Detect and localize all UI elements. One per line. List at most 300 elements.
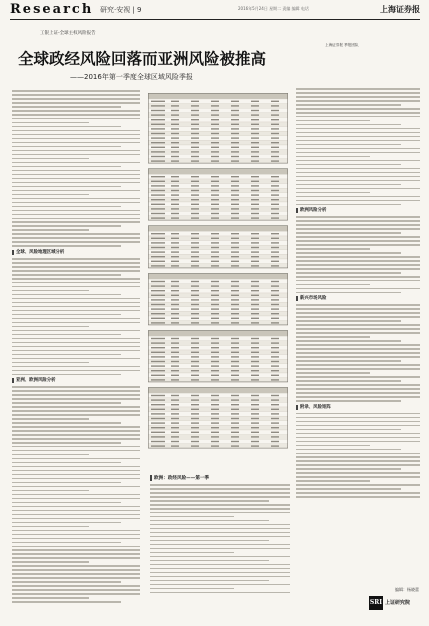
text-line	[12, 494, 140, 496]
table-cell	[271, 151, 279, 152]
table-cell	[151, 185, 165, 186]
table-cell	[211, 370, 219, 371]
table-cell	[191, 238, 199, 239]
table-cell	[171, 304, 179, 305]
table-cell	[191, 342, 199, 343]
text-line	[12, 342, 140, 344]
table-header	[148, 330, 288, 336]
table-cell	[151, 119, 165, 120]
table-cell	[151, 290, 165, 291]
text-line	[150, 496, 290, 498]
table-cell	[171, 379, 179, 380]
table-cell	[211, 160, 219, 161]
text-line	[150, 524, 290, 526]
table-cell	[151, 128, 165, 129]
table-cell	[151, 418, 165, 419]
table-cell	[191, 114, 199, 115]
table-header	[148, 387, 288, 393]
text-line	[296, 152, 420, 154]
text-line	[12, 534, 140, 536]
text-line	[296, 260, 420, 262]
text-line	[296, 328, 420, 330]
text-line	[12, 241, 140, 243]
table-cell	[171, 299, 179, 300]
table-cell	[191, 128, 199, 129]
text-line	[12, 154, 140, 156]
text-line	[150, 572, 290, 574]
article-kicker: 工银上证-全球主权风险报告	[40, 31, 96, 36]
table-cell	[211, 365, 219, 366]
masthead-meta: 2016年5月24日 星期二 责编 编辑 电话	[238, 6, 309, 11]
table-cell	[191, 242, 199, 243]
table-cell	[191, 110, 199, 111]
table-cell	[211, 194, 219, 195]
table-cell	[171, 151, 179, 152]
text-line	[296, 384, 420, 386]
table-cell	[191, 436, 199, 437]
table-cell	[211, 290, 219, 291]
text-line	[296, 456, 420, 458]
text-line	[296, 192, 370, 194]
table-cell	[171, 256, 179, 257]
table-cell	[211, 242, 219, 243]
text-line	[12, 470, 140, 472]
text-line	[296, 188, 420, 190]
table-cell	[191, 213, 199, 214]
table-cell	[251, 238, 259, 239]
text-line	[12, 593, 140, 595]
table-cell	[151, 322, 165, 323]
table-cell	[171, 105, 179, 106]
table-cell	[171, 238, 179, 239]
text-line	[150, 544, 290, 546]
table-cell	[211, 318, 219, 319]
table-cell	[171, 352, 179, 353]
table-cell	[231, 370, 239, 371]
table-cell	[191, 413, 199, 414]
table-cell	[271, 361, 279, 362]
table-cell	[231, 361, 239, 362]
table-cell	[151, 375, 165, 376]
table-cell	[211, 342, 219, 343]
table-cell	[251, 101, 259, 102]
table-cell	[171, 133, 179, 134]
table-cell	[151, 395, 165, 396]
table-cell	[191, 119, 199, 120]
text-line	[12, 402, 121, 404]
table-cell	[231, 441, 239, 442]
text-line	[296, 104, 401, 106]
table-cell	[271, 427, 279, 428]
table-cell	[151, 181, 165, 182]
table-cell	[211, 295, 219, 296]
table-header	[148, 273, 288, 279]
text-line	[296, 236, 420, 238]
table-cell	[211, 133, 219, 134]
text-line	[12, 370, 140, 372]
table-cell	[171, 101, 179, 102]
table-cell	[211, 281, 219, 282]
table-cell	[191, 137, 199, 138]
table-cell	[271, 156, 279, 157]
table-cell	[151, 261, 165, 262]
text-line	[12, 202, 140, 204]
table-cell	[211, 142, 219, 143]
table-cell	[251, 181, 259, 182]
text-line	[296, 421, 420, 423]
text-line	[12, 122, 89, 124]
text-line	[296, 220, 420, 222]
table-cell	[191, 395, 199, 396]
text-line	[12, 394, 140, 396]
text-line	[296, 184, 401, 186]
text-line	[296, 372, 370, 374]
table-cell	[171, 160, 179, 161]
table-cell	[231, 199, 239, 200]
text-line	[150, 588, 234, 590]
table-cell	[191, 256, 199, 257]
table-cell	[211, 445, 219, 446]
table-cell	[271, 308, 279, 309]
text-line	[12, 565, 140, 567]
table-cell	[271, 251, 279, 252]
text-line	[12, 278, 140, 280]
text-line	[12, 442, 121, 444]
text-line	[296, 320, 401, 322]
table-cell	[231, 142, 239, 143]
table-cell	[251, 365, 259, 366]
table-cell	[171, 285, 179, 286]
text-line	[296, 144, 401, 146]
table-cell	[251, 342, 259, 343]
text-line	[12, 502, 121, 504]
table-cell	[251, 379, 259, 380]
table-cell	[251, 338, 259, 339]
table-cell	[151, 304, 165, 305]
text-line	[12, 330, 140, 332]
risk-table	[148, 93, 288, 163]
text-line	[150, 484, 290, 486]
text-line	[296, 288, 420, 290]
text-line	[12, 142, 140, 144]
table-cell	[151, 137, 165, 138]
text-line	[12, 158, 89, 160]
text-line	[12, 418, 89, 420]
text-line	[12, 146, 121, 148]
text-line	[150, 584, 290, 586]
table-cell	[271, 342, 279, 343]
table-cell	[211, 105, 219, 106]
text-line	[296, 100, 420, 102]
article-headline: 全球政经风险回落而亚洲风险被推高	[18, 49, 267, 68]
table-cell	[251, 418, 259, 419]
table-cell	[171, 194, 179, 195]
table-cell	[271, 322, 279, 323]
text-line	[296, 216, 420, 218]
table-cell	[151, 265, 165, 266]
table-cell	[151, 299, 165, 300]
table-cell	[151, 427, 165, 428]
text-line	[296, 108, 420, 110]
table-cell	[251, 213, 259, 214]
table-cell	[231, 124, 239, 125]
table-cell	[211, 247, 219, 248]
table-cell	[231, 365, 239, 366]
table-cell	[171, 185, 179, 186]
table-cell	[271, 247, 279, 248]
table-cell	[151, 281, 165, 282]
table-header	[148, 225, 288, 231]
table-cell	[191, 199, 199, 200]
text-line	[12, 237, 140, 239]
table-cell	[151, 295, 165, 296]
text-line	[296, 464, 420, 466]
text-line	[296, 148, 420, 150]
text-line	[296, 96, 420, 98]
text-line	[12, 366, 140, 368]
text-line	[12, 561, 89, 563]
text-line	[12, 198, 140, 200]
table-cell	[271, 137, 279, 138]
table-cell	[151, 176, 165, 177]
text-line	[296, 316, 420, 318]
table-cell	[271, 441, 279, 442]
table-cell	[191, 308, 199, 309]
text-line	[296, 308, 420, 310]
table-cell	[171, 110, 179, 111]
text-line	[12, 290, 89, 292]
table-cell	[251, 114, 259, 115]
text-line	[12, 286, 140, 288]
table-cell	[191, 352, 199, 353]
text-line	[296, 140, 420, 142]
table-cell	[151, 156, 165, 157]
text-line	[150, 508, 290, 510]
text-line	[150, 592, 290, 594]
table-cell	[151, 238, 165, 239]
text-line	[296, 472, 420, 474]
table-cell	[251, 190, 259, 191]
text-line	[296, 480, 370, 482]
table-cell	[151, 199, 165, 200]
text-line	[12, 414, 140, 416]
text-line	[12, 310, 140, 312]
table-cell	[251, 208, 259, 209]
table-cell	[151, 318, 165, 319]
table-cell	[231, 137, 239, 138]
table-cell	[191, 124, 199, 125]
table-cell	[271, 233, 279, 234]
table-cell	[211, 128, 219, 129]
table-cell	[211, 347, 219, 348]
text-line	[12, 110, 140, 112]
column-1	[12, 90, 140, 605]
table-cell	[191, 322, 199, 323]
text-line	[296, 196, 420, 198]
table-cell	[171, 137, 179, 138]
table-cell	[211, 190, 219, 191]
table-cell	[271, 185, 279, 186]
table-cell	[151, 432, 165, 433]
table-cell	[211, 114, 219, 115]
text-line	[12, 350, 140, 352]
table-cell	[191, 285, 199, 286]
table-cell	[171, 313, 179, 314]
text-line	[296, 228, 420, 230]
table-cell	[271, 290, 279, 291]
text-line	[296, 453, 420, 455]
table-cell	[191, 133, 199, 134]
table-cell	[271, 208, 279, 209]
table-cell	[251, 110, 259, 111]
text-line	[296, 180, 420, 182]
table-cell	[211, 199, 219, 200]
table-cell	[171, 176, 179, 177]
table-cell	[211, 176, 219, 177]
text-line	[12, 302, 140, 304]
text-line	[12, 90, 140, 92]
table-cell	[151, 409, 165, 410]
text-line	[150, 512, 290, 514]
table-cell	[271, 445, 279, 446]
table-cell	[171, 281, 179, 282]
text-line	[296, 360, 401, 362]
text-line	[12, 518, 140, 520]
table-cell	[251, 285, 259, 286]
table-cell	[211, 101, 219, 102]
table-cell	[211, 261, 219, 262]
table-cell	[231, 213, 239, 214]
table-cell	[271, 370, 279, 371]
text-line	[296, 124, 401, 126]
table-cell	[171, 295, 179, 296]
table-cell	[151, 436, 165, 437]
table-cell	[151, 208, 165, 209]
table-cell	[191, 347, 199, 348]
table-cell	[271, 281, 279, 282]
text-line	[12, 190, 140, 192]
table-cell	[191, 445, 199, 446]
table-cell	[231, 290, 239, 291]
table-cell	[231, 318, 239, 319]
table-cell	[231, 395, 239, 396]
table-cell	[251, 265, 259, 266]
table-cell	[231, 119, 239, 120]
table-cell	[191, 261, 199, 262]
table-cell	[151, 194, 165, 195]
text-line	[296, 264, 420, 266]
table-cell	[171, 190, 179, 191]
table-cell	[251, 185, 259, 186]
table-cell	[171, 347, 179, 348]
table-cell	[211, 213, 219, 214]
table-cell	[211, 137, 219, 138]
table-cell	[231, 160, 239, 161]
table-cell	[251, 251, 259, 252]
table-cell	[231, 261, 239, 262]
text-line	[296, 224, 420, 226]
table-cell	[171, 233, 179, 234]
table-cell	[171, 119, 179, 120]
table-cell	[211, 409, 219, 410]
table-cell	[231, 151, 239, 152]
text-line	[12, 557, 140, 559]
table-cell	[171, 213, 179, 214]
table-cell	[191, 290, 199, 291]
table-cell	[271, 356, 279, 357]
text-line	[150, 492, 290, 494]
table-cell	[231, 427, 239, 428]
text-line	[296, 284, 370, 286]
table-cell	[231, 256, 239, 257]
text-line	[12, 194, 89, 196]
table-cell	[251, 409, 259, 410]
table-cell	[151, 256, 165, 257]
text-line	[12, 450, 140, 452]
table-cell	[231, 285, 239, 286]
table-cell	[151, 413, 165, 414]
text-line	[12, 422, 121, 424]
text-line	[12, 549, 140, 551]
text-line	[12, 130, 140, 132]
table-cell	[171, 308, 179, 309]
table-cell	[191, 217, 199, 218]
text-line	[12, 406, 140, 408]
table-cell	[251, 427, 259, 428]
table-cell	[251, 242, 259, 243]
text-line	[150, 560, 269, 562]
text-line	[296, 348, 420, 350]
text-line	[12, 102, 140, 104]
text-line	[296, 204, 401, 206]
table-cell	[211, 265, 219, 266]
table-cell	[251, 352, 259, 353]
table-cell	[171, 356, 179, 357]
table-cell	[251, 147, 259, 148]
table-cell	[191, 399, 199, 400]
text-line	[12, 438, 140, 440]
table-cell	[231, 128, 239, 129]
bottom-section-head: 欧洲：政经风险——第一季	[150, 475, 209, 481]
text-line	[12, 498, 140, 500]
table-cell	[231, 295, 239, 296]
table-cell	[151, 233, 165, 234]
text-line	[12, 266, 140, 268]
table-cell	[191, 251, 199, 252]
table-cell	[211, 313, 219, 314]
text-line	[296, 272, 401, 274]
column-2-bottom	[150, 484, 290, 596]
text-line	[12, 166, 121, 168]
table-cell	[251, 441, 259, 442]
table-cell	[211, 181, 219, 182]
table-cell	[231, 242, 239, 243]
text-line	[12, 134, 140, 136]
text-line	[296, 304, 420, 306]
text-line	[150, 580, 269, 582]
text-line	[296, 413, 420, 415]
table-cell	[231, 445, 239, 446]
text-line	[12, 573, 140, 575]
text-line	[296, 441, 420, 443]
text-line	[296, 116, 420, 118]
table-cell	[151, 342, 165, 343]
text-line	[12, 270, 140, 272]
text-line	[12, 514, 140, 516]
table-cell	[211, 156, 219, 157]
text-line	[12, 362, 89, 364]
text-line	[296, 433, 420, 435]
